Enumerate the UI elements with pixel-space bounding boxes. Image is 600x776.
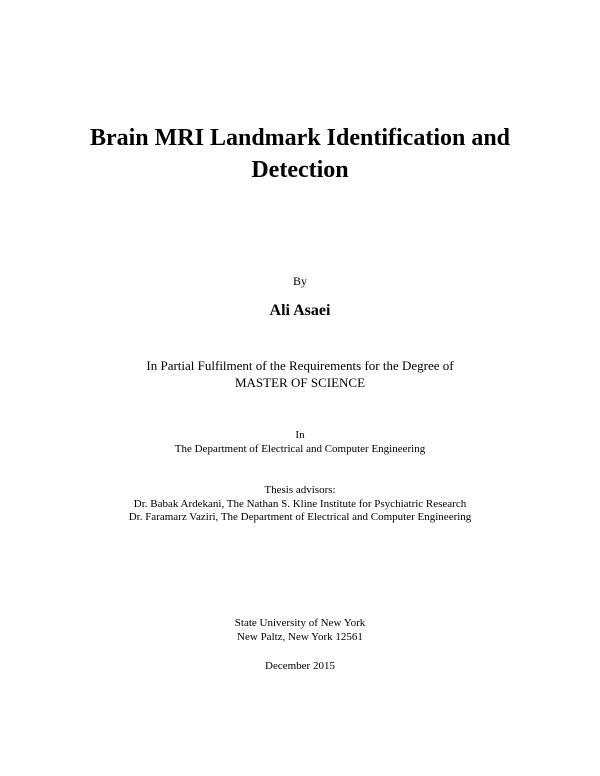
thesis-title	[0, 122, 600, 186]
thesis-advisors-block	[0, 484, 600, 525]
author-name: Ali Asaei	[269, 302, 331, 319]
thesis-advisors-label: Thesis advisors:	[264, 484, 336, 496]
institution-block	[0, 616, 600, 644]
thesis-title-line-1: Brain MRI Landmark Identification and	[89, 125, 511, 151]
department-name: The Department of Electrical and Computer Engineering	[174, 443, 426, 455]
institution-name: State University of New York	[234, 617, 366, 629]
advisor-2: Dr. Faramarz Vaziri, The Department of Electrical and Computer Engineering	[128, 511, 472, 523]
by-label: By	[292, 274, 307, 288]
submission-date: December 2015	[265, 660, 335, 672]
institution-address: New Paltz, New York 12561	[237, 631, 363, 643]
degree-statement-line-1: In Partial Fulfilment of the Requirements for the Degree of	[146, 358, 454, 373]
department-block	[0, 428, 600, 456]
in-label: In	[295, 429, 305, 441]
thesis-title-line-2: Detection	[251, 157, 349, 183]
advisor-1: Dr. Babak Ardekani, The Nathan S. Kline Institute for Psychiatric Research	[133, 497, 467, 510]
degree-statement	[0, 357, 600, 391]
degree-name: MASTER OF SCIENCE	[234, 375, 366, 390]
